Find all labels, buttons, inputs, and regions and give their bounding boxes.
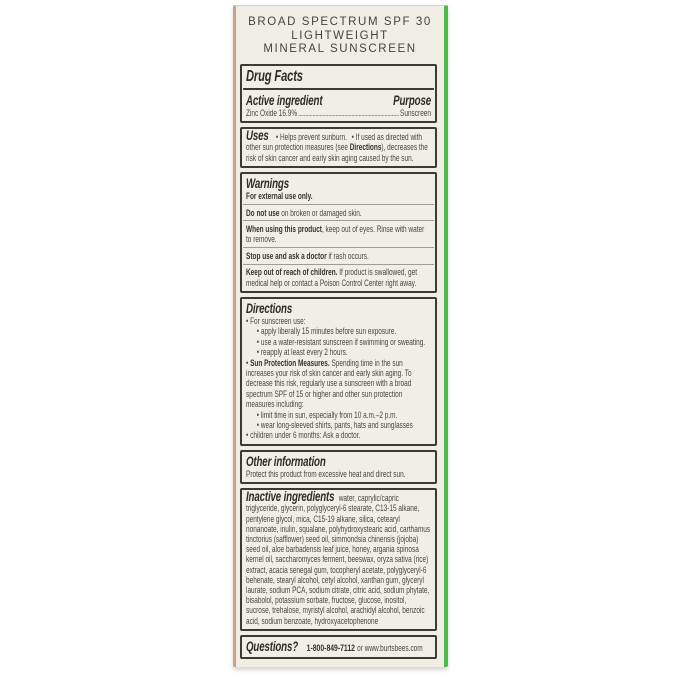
drug-facts-rule [243, 88, 434, 90]
questions-phone-number: 1-800-849-7112 [306, 642, 355, 654]
drug-facts-panel [240, 64, 437, 123]
dot-leader [299, 115, 399, 116]
questions-website: or www.burtsbees.com [357, 642, 423, 653]
directions-item: • For sunscreen use: [246, 316, 431, 326]
directions-panel [240, 297, 437, 446]
active-ingredient-label: Active ingredient [246, 92, 323, 108]
active-ingredient-row [246, 108, 431, 118]
directions-subitem: • reapply at least every 2 hours. [257, 347, 431, 357]
warnings-panel [240, 172, 437, 293]
claim-line-spf: BROAD SPECTRUM SPF 30 [248, 16, 432, 28]
uses-directions-ref: Directions [349, 142, 382, 153]
uses-bullet-1: • Helps prevent sunburn. [276, 132, 347, 142]
warning-item: When using this product, keep out of eyes. Rinse with water to remove. [246, 223, 425, 245]
directions-subitem: • wear long-sleeved shirts, pants, hats and sunglasses [257, 420, 431, 430]
questions-panel [240, 635, 437, 659]
warnings-divider [243, 264, 434, 265]
product-claims [236, 6, 444, 64]
directions-subitem: • use a water-resistant sunscreen if swimming or sweating. [257, 337, 431, 347]
warning-item: Stop use and ask a doctor if rash occurs. [246, 250, 369, 261]
claim-line-lightweight: LIGHTWEIGHT [291, 29, 389, 42]
uses-bullet-2: • If used as directed with other sun protection measures (see Directions), decreases the risk of skin cancer and early skin aging caused by the sun. [246, 132, 428, 163]
warning-item: Keep out of reach of children. If product is swallowed, get medical help or contact a Poison Control Center right away. [246, 267, 418, 288]
warnings-divider [243, 204, 434, 205]
other-information-panel [240, 450, 437, 484]
warnings-divider [243, 247, 434, 248]
active-ingredient-value: Zinc Oxide 16.9% [246, 107, 298, 118]
directions-heading: Directions [246, 300, 293, 316]
warnings-divider [243, 220, 434, 221]
purpose-label: Purpose [393, 92, 432, 108]
inactive-ingredients-heading: Inactive ingredients [246, 489, 335, 505]
inactive-ingredients-panel [240, 488, 437, 631]
warning-item: Do not use on broken or damaged skin. [246, 207, 362, 218]
warnings-heading: Warnings [246, 176, 289, 192]
uses-panel [240, 127, 437, 168]
warnings-external-use: For external use only. [246, 191, 313, 202]
questions-heading: Questions? [246, 638, 299, 654]
other-information-text: Protect this product from excessive heat and direct sun. [246, 468, 406, 479]
sunscreen-box-back-panel [233, 5, 448, 667]
directions-item: • children under 6 months: Ask a doctor. [246, 430, 431, 440]
claim-line-mineral: MINERAL SUNSCREEN [263, 43, 417, 55]
directions-item: • Sun Protection Measures. Spending time in the sun increases your risk of skin cancer and early skin aging. To decrease this risk, regularly use a sunscreen with a broad spectrum SPF of 15 or higher and other sun protection measures including: [246, 358, 431, 410]
drug-facts-title: Drug Facts [246, 67, 303, 85]
inactive-ingredients-list: water, caprylic/capric triglyceride, glycerin, polyglyceryl-6 stearate, C13-15 alkane, pentylene glycol, mica, C15-19 alkane, silica, cetearyl nonanoate, inulin, squalane, polyhydroxystearic acid, carthamus tinctorius (safflower) seed oil, simmondsia chinensis (jojoba) seed oil, aloe barbadensis leaf juice, honey, argania spinosa kernel oil, saccharomyces ferment, beeswax, oryza sativa (rice) extract, acacia senegal gum, tocopheryl acetate, polyglyceryl-6 behenate, stearyl alcohol, cetyl alcohol, xanthan gum, glyceryl laurate, sodium PCA, sodium citrate, citric acid, sodium phytate, bisabolol, potassium sorbate, fructose, glucose, inositol, sucrose, trehalose, myristyl alcohol, arachidyl alcohol, benzoic acid, sodium benzoate, hydroxyacetophenone [246, 493, 431, 626]
directions-subitem: • limit time in sun, especially from 10 a.m.–2 p.m. [257, 410, 431, 420]
uses-heading: Uses [246, 127, 269, 143]
other-information-heading: Other information [246, 453, 326, 469]
purpose-value: Sunscreen [400, 107, 432, 118]
directions-subitem: • apply liberally 15 minutes before sun exposure. [257, 326, 431, 336]
